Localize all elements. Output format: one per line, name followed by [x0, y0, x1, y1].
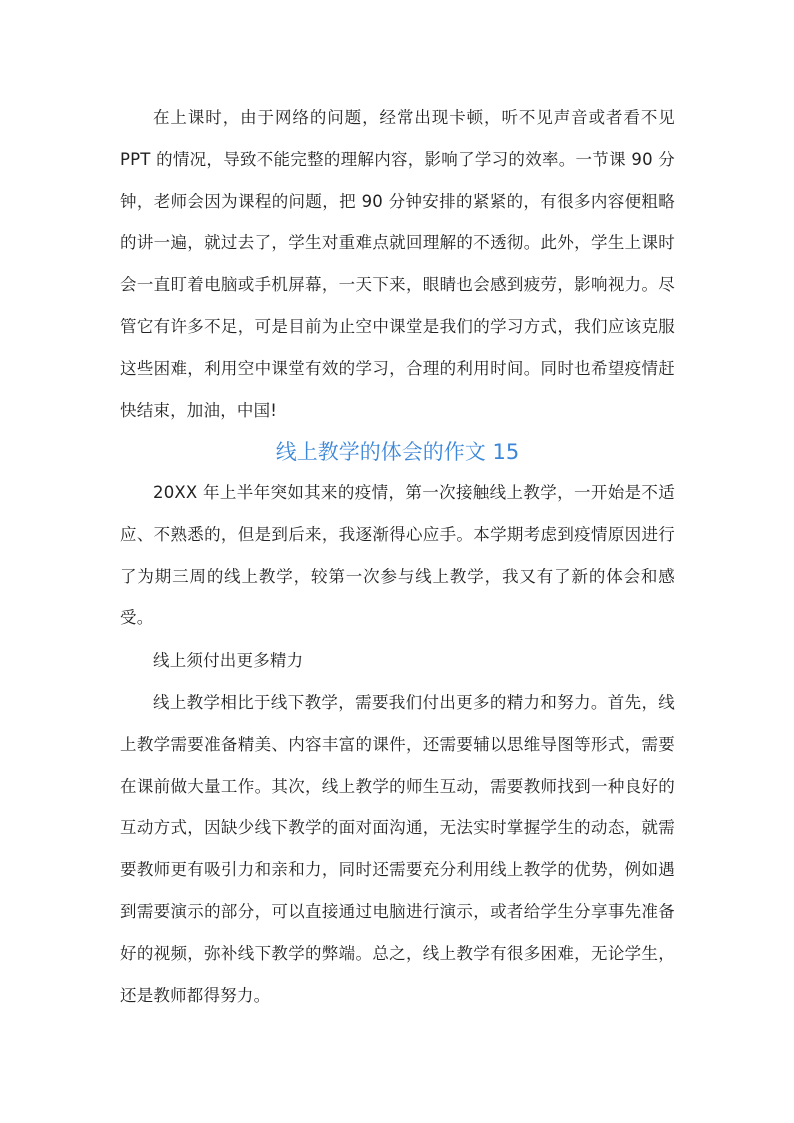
paragraph-more-effort: 线上教学相比于线下教学，需要我们付出更多的精力和努力。首先，线上教学需要准备精美、内容丰富的课件，还需要辅以思维导图等形式，需要在课前做大量工作。其次，线上教学的师生互动，需要教师找到一种良好的互动方式，因缺少线下教学的面对面沟通，无法实时掌握学生的动态，就需要教师更有吸引力和亲和力，同时还需要充分利用线上教学的优势，例如遇到需要演示的部分，可以直接通过电脑进行演示，或者给学生分享事先准备好的视频，弥补线下教学的弊端。总之，线上教学有很多困难，无论学生，还是教师都得努力。 [120, 693, 675, 1005]
paragraph-online-class-issues: 在上课时，由于网络的问题，经常出现卡顿，听不见声音或者看不见 PPT 的情况，导致不能完整的理解内容，影响了学习的效率。一节课 90 分钟，老师会因为课程的问题，把 90 分钟安排的紧紧的，有很多内容便粗略的讲一遍，就过去了，学生对重难点就回理解的不透彻。此外，学生上课时会一直盯着电脑或手机屏幕，一天下来，眼睛也会感到疲劳，影响视力。尽管它有许多不足，可是目前为止空中课堂是我们的学习方式，我们应该克服这些困难，利用空中课堂有效的学习，合理的利用时间。同时也希望疫情赶快结束，加油，中国! [120, 108, 675, 420]
essay-heading: 线上教学的体会的作文 15 [275, 440, 520, 464]
paragraph-intro: 20XX 年上半年突如其来的疫情，第一次接触线上教学，一开始是不适应、不熟悉的，但是到后来，我逐渐得心应手。本学期考虑到疫情原因进行了为期三周的线上教学，较第一次参与线上教学，我又有了新的体会和感受。 [120, 483, 675, 628]
section-subheading: 线上须付出更多精力 [153, 651, 304, 670]
